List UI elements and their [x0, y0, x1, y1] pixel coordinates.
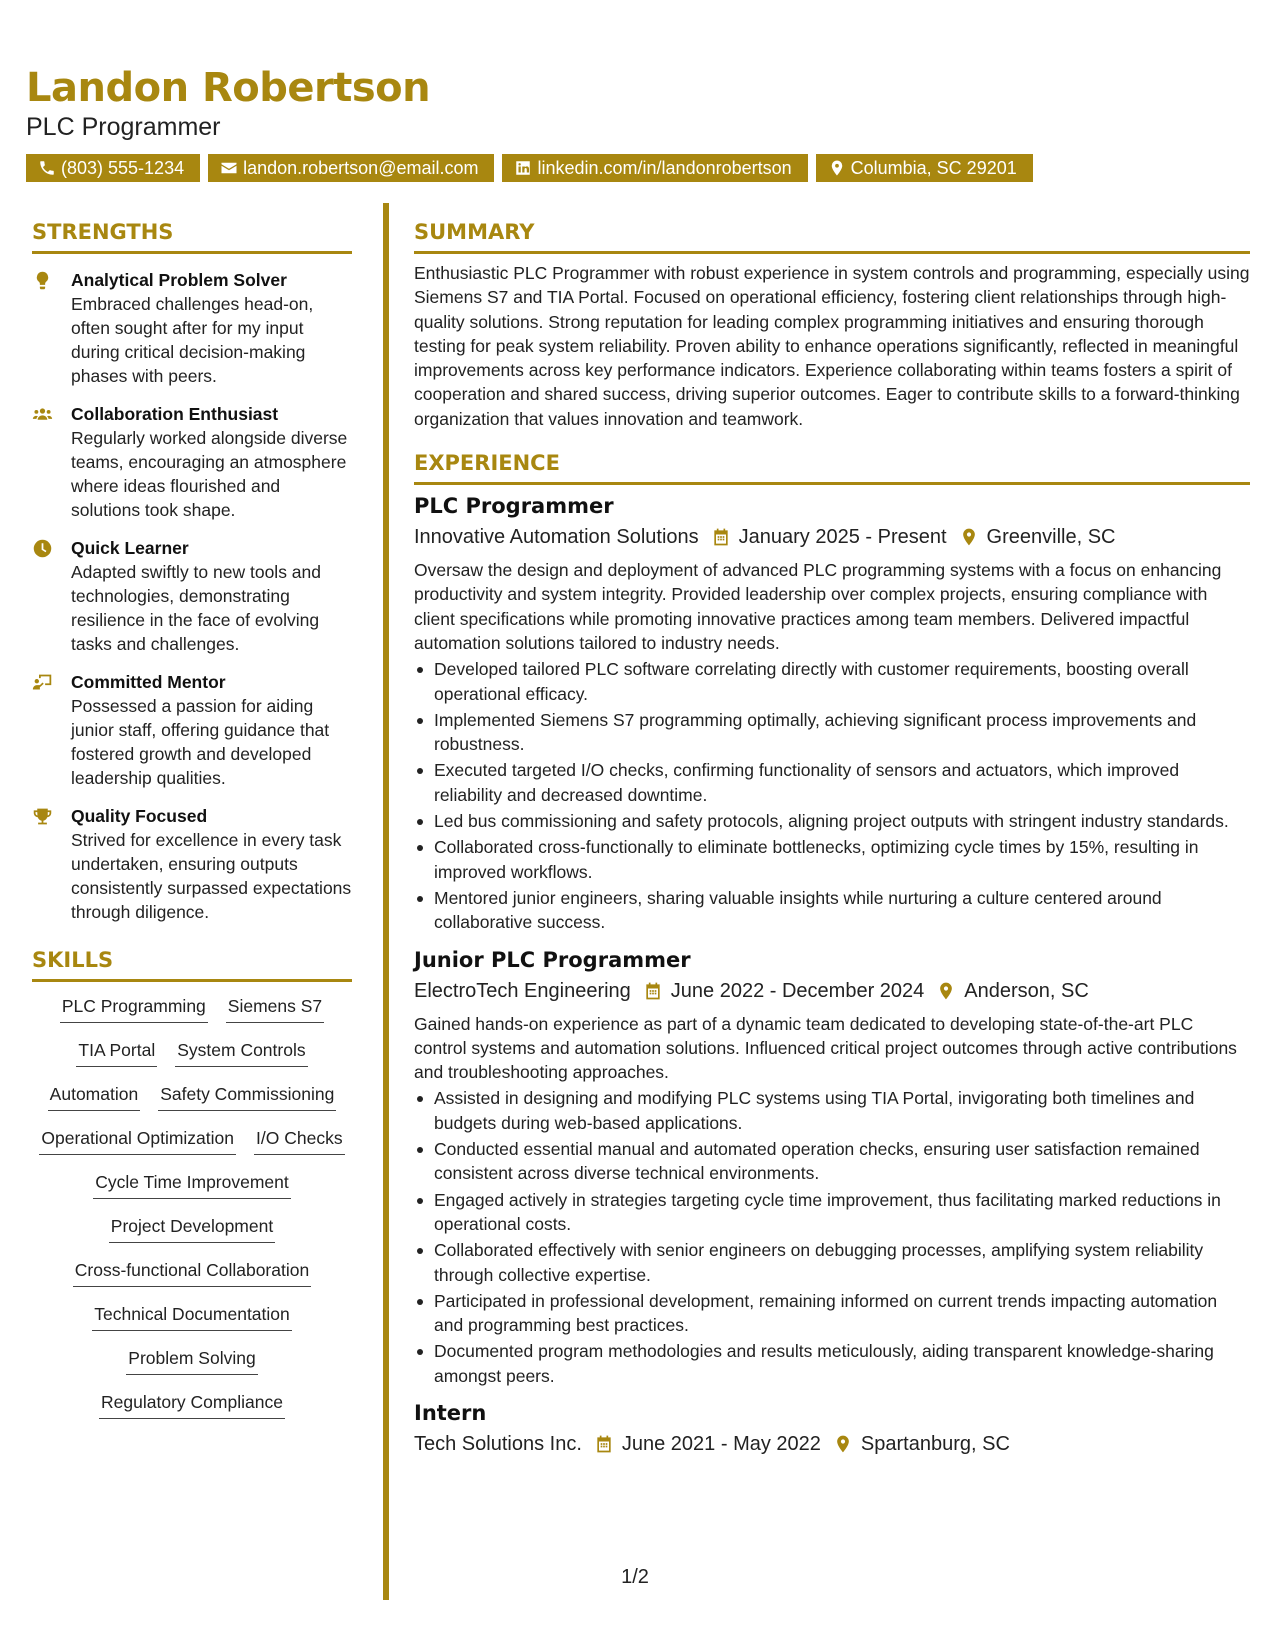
job-meta	[414, 976, 1250, 1006]
skill-tag: Regulatory Compliance	[99, 1390, 285, 1419]
contact-linkedin-text: linkedin.com/in/landonrobertson	[537, 158, 792, 178]
summary-heading: SUMMARY	[414, 218, 1250, 254]
summary-text: Enthusiastic PLC Programmer with robust experience in system controls and programming, especially using Siemens S7 and TIA Portal. Focused on operational efficiency, fostering client relationships through high-quality solutions. Strong reputation for leading complex programming initiatives and ensuring thorough testing for peak system reliability. Proven ability to enhance operations significantly, reflected in meaningful improvements across key performance indicators. Experience collaborating within teams fosters a spirit of cooperation and shared success, driving superior outcomes. Eager to contribute skills to a forward-thinking organization that values innovation and teamwork.	[414, 263, 1250, 429]
job-meta	[414, 1429, 1250, 1459]
job-bullet: Mentored junior engineers, sharing valuable insights while nurturing a culture centered around collaborative success.	[414, 886, 1250, 935]
trophy-icon	[32, 806, 53, 827]
skill-tag: Problem Solving	[126, 1346, 257, 1375]
job-bullet: Implemented Siemens S7 programming optimally, achieving significant process improvements and robustness.	[414, 708, 1250, 757]
resume-header	[26, 64, 1246, 182]
chalkboard-teacher-icon	[32, 672, 53, 693]
job-description: Oversaw the design and deployment of advanced PLC programming systems with a focus on enhancing productivity and system integrity. Provided leadership over complex projects, ensuring compliance with client specifications while promoting innovative practices among team members. Delivered impactful automation solutions tailored to industry needs.	[414, 560, 1222, 653]
job-bullet: Executed targeted I/O checks, confirming functionality of sensors and actuators, which improved reliability and decreased downtime.	[414, 758, 1250, 807]
contact-bar	[26, 154, 1246, 182]
strength-desc: Possessed a passion for aiding junior staff, offering guidance that fostered growth and developed leadership qualities.	[71, 696, 330, 788]
skill-tag: Automation	[48, 1082, 141, 1111]
job-bullet: Collaborated effectively with senior engineers on debugging processes, amplifying system reliability through collective expertise.	[414, 1238, 1250, 1287]
job-bullet: Developed tailored PLC software correlating directly with customer requirements, boosting overall operational efficacy.	[414, 657, 1250, 706]
skill-tag: Cross-functional Collaboration	[73, 1258, 311, 1287]
column-divider	[383, 203, 389, 1600]
strength-desc: Adapted swiftly to new tools and technologies, demonstrating resilience in the face of evolving tasks and challenges.	[71, 562, 322, 654]
job-bullet: Participated in professional development, remaining informed on current trends impacting automation and programming best practices.	[414, 1289, 1250, 1338]
job-location: Anderson, SC	[964, 979, 1089, 1002]
job-entry	[414, 945, 1250, 1388]
users-icon	[32, 404, 53, 425]
phone-icon	[38, 159, 56, 177]
strength-item	[32, 670, 352, 790]
strength-item	[32, 804, 352, 924]
job-dates: June 2022 - December 2024	[670, 979, 925, 1002]
strength-title: Quality Focused	[71, 806, 208, 826]
skill-tag: Safety Commissioning	[158, 1082, 336, 1111]
calendar-icon	[711, 527, 731, 547]
job-meta	[414, 522, 1250, 552]
map-pin-icon	[959, 527, 979, 547]
job-location: Spartanburg, SC	[860, 1432, 1010, 1455]
skill-tag: Technical Documentation	[92, 1302, 292, 1331]
skill-tag: Siemens S7	[226, 994, 324, 1023]
contact-linkedin[interactable]	[502, 154, 807, 182]
page-number: 1/2	[621, 1566, 649, 1588]
strength-title: Committed Mentor	[71, 672, 226, 692]
skill-tag: System Controls	[175, 1038, 307, 1067]
strengths-heading: STRENGTHS	[32, 218, 352, 254]
job-title: Intern	[414, 1400, 487, 1425]
envelope-icon	[220, 159, 238, 177]
contact-location-text: Columbia, SC 29201	[850, 158, 1017, 178]
candidate-name: Landon Robertson	[26, 65, 431, 111]
map-pin-icon	[833, 1434, 853, 1454]
contact-phone-text: (803) 555-1234	[61, 158, 185, 178]
strength-item	[32, 402, 352, 522]
map-pin-icon	[828, 159, 846, 177]
job-title: Junior PLC Programmer	[414, 947, 691, 972]
job-location: Greenville, SC	[986, 526, 1116, 549]
contact-email-text: landon.robertson@email.com	[243, 158, 479, 178]
job-title: PLC Programmer	[414, 494, 614, 519]
job-description: Gained hands-on experience as part of a dynamic team dedicated to developing state-of-the-art PLC control systems and automation solutions. Influenced critical project outcomes through active contributions and troubleshooting approaches.	[414, 1013, 1237, 1083]
clock-icon	[32, 538, 53, 559]
job-company: Innovative Automation Solutions	[414, 526, 699, 549]
job-entry	[414, 491, 1250, 934]
job-bullet: Documented program methodologies and results meticulously, aiding transparent knowledge-sharing amongst peers.	[414, 1339, 1250, 1388]
job-bullets	[414, 1086, 1250, 1388]
skill-tag: TIA Portal	[76, 1038, 157, 1067]
skill-tag: PLC Programming	[60, 994, 208, 1023]
lightbulb-icon	[32, 270, 53, 291]
left-column	[32, 218, 352, 1419]
job-dates: January 2025 - Present	[738, 526, 947, 549]
right-column	[414, 218, 1250, 1459]
job-bullet: Led bus commissioning and safety protocols, aligning project outputs with stringent industry standards.	[414, 809, 1250, 833]
calendar-icon	[594, 1434, 614, 1454]
job-entry	[414, 1398, 1250, 1459]
contact-phone[interactable]	[26, 154, 200, 182]
job-company: ElectroTech Engineering	[414, 979, 631, 1002]
calendar-icon	[643, 981, 663, 1001]
job-bullet: Assisted in designing and modifying PLC systems using TIA Portal, invigorating both timelines and budgets during web-based applications.	[414, 1086, 1250, 1135]
skill-tag: Operational Optimization	[39, 1126, 236, 1155]
job-dates: June 2021 - May 2022	[621, 1432, 821, 1455]
job-bullet: Engaged actively in strategies targeting cycle time improvement, thus facilitating marked reductions in operational costs.	[414, 1188, 1250, 1237]
contact-email[interactable]	[208, 154, 494, 182]
job-bullet: Conducted essential manual and automated operation checks, ensuring user satisfaction remained consistent across diverse technical environments.	[414, 1137, 1250, 1186]
candidate-title: PLC Programmer	[26, 113, 221, 141]
skills-list	[32, 994, 352, 1419]
job-bullet: Collaborated cross-functionally to eliminate bottlenecks, optimizing cycle times by 15%, resulting in improved workflows.	[414, 835, 1250, 884]
job-bullets	[414, 657, 1250, 934]
strength-desc: Strived for excellence in every task undertaken, ensuring outputs consistently surpassed expectations through diligence.	[71, 830, 352, 922]
experience-heading: EXPERIENCE	[414, 449, 1250, 485]
strength-title: Analytical Problem Solver	[71, 270, 287, 290]
strength-title: Collaboration Enthusiast	[71, 404, 279, 424]
job-company: Tech Solutions Inc.	[414, 1432, 582, 1455]
linkedin-icon	[514, 159, 532, 177]
skill-tag: I/O Checks	[254, 1126, 345, 1155]
strength-item	[32, 268, 352, 388]
map-pin-icon	[936, 981, 956, 1001]
strength-item	[32, 536, 352, 656]
skill-tag: Cycle Time Improvement	[93, 1170, 291, 1199]
strength-desc: Regularly worked alongside diverse teams, encouraging an atmosphere where ideas flourished and solutions took shape.	[71, 428, 348, 520]
strength-title: Quick Learner	[71, 538, 189, 558]
contact-location[interactable]	[816, 154, 1033, 182]
strength-desc: Embraced challenges head-on, often sought after for my input during critical decision-making phases with peers.	[71, 294, 314, 386]
skill-tag: Project Development	[109, 1214, 275, 1243]
skills-heading: SKILLS	[32, 946, 352, 982]
